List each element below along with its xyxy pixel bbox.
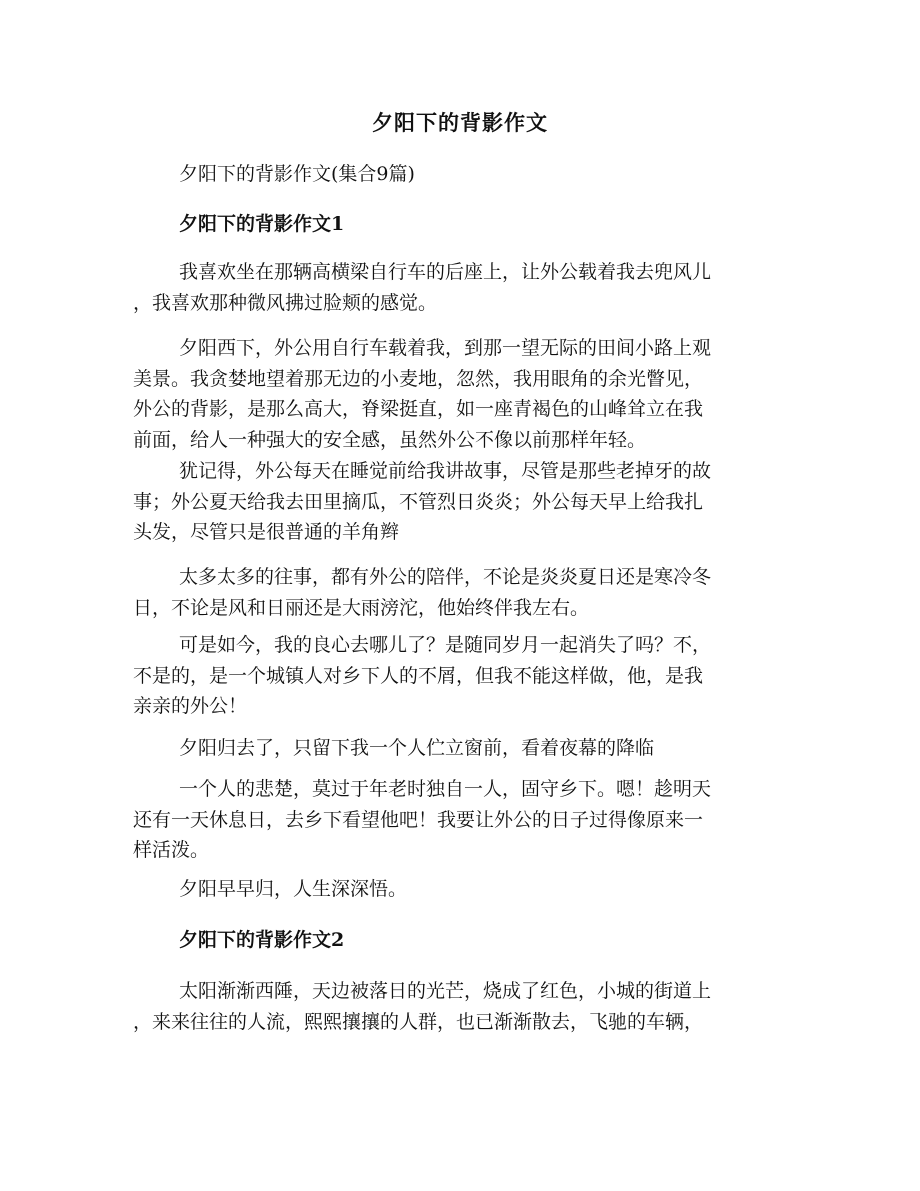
paragraph-line: 样活泼。 [133,839,210,861]
paragraph [133,874,773,905]
paragraph-line: 前面，给人一种强大的安全感，虽然外公不像以前那样年轻。 [133,428,647,451]
paragraph-line: 犹记得，外公每天在睡觉前给我讲故事，尽管是那些老掉牙的故 [179,460,712,482]
paragraph-line: 夕阳归去了，只留下我一个人伫立窗前，看着夜幕的降临 [179,737,655,759]
paragraph-line: 亲亲的外公！ [133,695,248,717]
paragraph-line: 还有一天休息日，去乡下看望他吧！我要让外公的日子过得像原来一 [133,808,704,831]
paragraph-line: 夕阳早早归，人生深深悟。 [179,878,408,900]
paragraph-line: 我喜欢坐在那辆高横梁自行车的后座上，让外公载着我去兜风儿 [179,261,712,283]
paragraph-line: 太阳渐渐西陲，天边被落日的光芒，烧成了红色，小城的街道上 [179,980,712,1002]
section-heading-2: 夕阳下的背影作文2 [179,929,345,951]
paragraph-line: 头发，尽管只是很普通的羊角辫 [133,521,400,543]
paragraph [133,562,773,623]
paragraph-line: 一个人的悲楚，莫过于年老时独自一人，固守乡下。嗯！趁明天 [179,778,712,800]
paragraph-line: 日，不论是风和日丽还是大雨滂沱，他始终伴我左右。 [133,596,590,619]
paragraph [133,774,773,866]
paragraph-line: 不是的，是一个城镇人对乡下人的不屑，但我不能这样做，他，是我 [133,664,704,687]
paragraph-line: 夕阳西下，外公用自行车载着我，到那一望无际的田间小路上观 [179,337,712,359]
paragraph-line: ，我喜欢那种微风拂过脸颊的感觉。 [133,291,438,314]
paragraph [133,733,773,764]
paragraph [133,333,773,455]
paragraph-line: 外公的背影，是那么高大，脊梁挺直，如一座青褐色的山峰耸立在我 [133,398,704,420]
paragraph [133,456,773,548]
document-title: 夕阳下的背影作文 [372,110,548,135]
document-subtitle: 夕阳下的背影作文(集合9篇) [179,163,415,185]
paragraph-line: 事；外公夏天给我去田里摘瓜，不管烈日炎炎；外公每天早上给我扎 [133,490,704,513]
paragraph [133,257,773,318]
paragraph [133,630,773,722]
paragraph-line: 可是如今，我的良心去哪儿了？是随同岁月一起消失了吗？不， [179,634,712,656]
paragraph-line: ，来来往往的人流，熙熙攘攘的人群，也已渐渐散去，飞驰的车辆， [133,1010,704,1033]
paragraph-line: 太多太多的往事，都有外公的陪伴，不论是炎炎夏日还是寒冷冬 [179,566,712,588]
section-heading-1: 夕阳下的背影作文1 [179,213,345,235]
paragraph [133,976,773,1037]
paragraph-line: 美景。我贪婪地望着那无边的小麦地，忽然，我用眼角的余光瞥见， [133,367,704,390]
